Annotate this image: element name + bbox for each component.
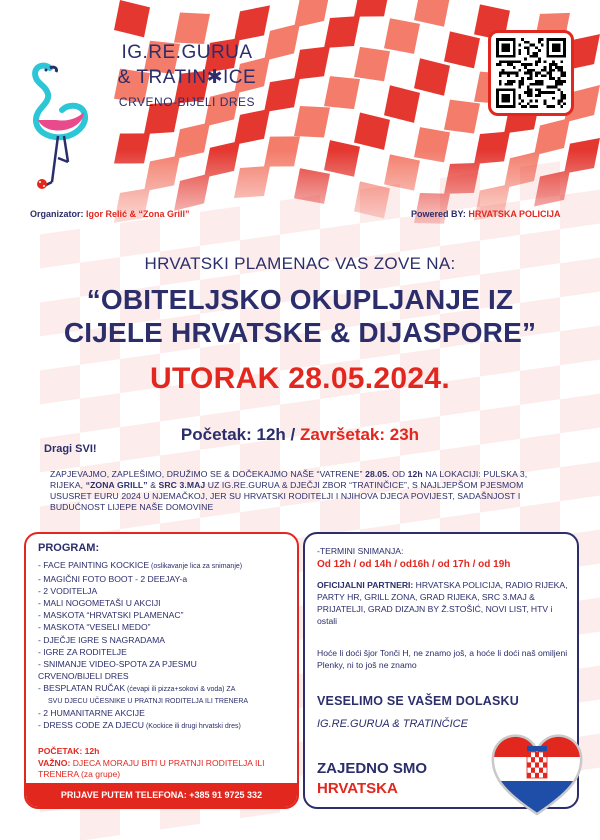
partners-paragraph <box>317 579 572 627</box>
program-item-text: - MALI NOGOMETAŠI U AKCIJI <box>38 598 161 609</box>
flag-check <box>234 5 270 41</box>
organizer-value: Igor Relić & “Zona Grill” <box>86 209 190 219</box>
qr-code[interactable] <box>488 30 574 116</box>
program-item-text: - MAGIČNI FOTO BOOT - 2 DEEJAY-a <box>38 574 188 585</box>
brand-subname: & TRATIN✱ICE <box>117 67 257 88</box>
end-time: Završetak: 23h <box>300 425 420 444</box>
flag-check <box>384 85 420 123</box>
program-item-text: - BESPLATAN RUČAK <box>38 682 126 693</box>
program-item-text: SVU DJECU UČESNIKE U PRATNJI RODITELJA ILI TRENERA <box>48 698 249 706</box>
intro-text-4: & <box>150 480 157 490</box>
program-item-note: (Kockice ili drugi hrvatski dres) <box>144 723 241 731</box>
important-label: VAŽNO: <box>38 758 71 768</box>
program-item <box>38 719 296 733</box>
intro-text-3: NA LOKACIJI: PULSKA 3, RIJEKA, <box>50 469 528 490</box>
event-title <box>20 283 580 349</box>
program-item-text: - MASKOTA “HRVATSKI PLAMENAC” <box>38 610 184 621</box>
partners-label: OFICIJALNI PARTNERI: <box>317 580 414 590</box>
filming-times-label: -TERMINI SNIMANJA: <box>317 546 404 556</box>
croatia-heart-icon <box>487 722 587 822</box>
organizer-label: Organizator: <box>30 209 84 219</box>
greeting: Dragi SVI! <box>44 443 97 455</box>
program-important-note <box>38 758 296 780</box>
powered-by-line <box>411 209 561 219</box>
signup-phone-bar[interactable]: PRIJAVE PUTEM TELEFONA: +385 91 9725 332 <box>26 783 297 807</box>
flamingo-icon <box>28 58 98 198</box>
flag-check <box>174 12 210 43</box>
program-item <box>38 696 296 707</box>
flag-check <box>324 76 360 109</box>
intro-src: SRC 3.MAJ <box>158 480 206 490</box>
intro-text-1: ZAPJEVAJMO, ZAPLEŠIMO, DRUŽIMO SE & DOČEKAJMO NAŠE “VATRENE” <box>50 469 363 479</box>
faint-flag-check <box>520 161 560 201</box>
faint-flag-check <box>280 195 320 235</box>
intro-text-5: UZ IG.RE.GURUA & DJEČJI ZBOR “TRATINČICE”, S NAJLJEPŠOM PJESMOM USUSRET EURU 2024 U NJEMAČKOJ, JER SU HRVATSKI RODITELJI I NJIHOVA DJECA POVIJEST, SADAŠNJOST I BUDUĆNOST LIJEPE NAŠE DOMOVINE <box>50 480 524 512</box>
program-item-text: - DRESS CODE ZA DJECU <box>38 720 145 731</box>
powered-label: Powered BY: <box>411 209 466 219</box>
faint-flag-check <box>120 218 160 258</box>
program-item-text: - MASKOTA “VESELI MEDO” <box>38 622 151 633</box>
faint-flag-check <box>480 201 520 241</box>
program-item <box>38 597 296 609</box>
flag-check <box>114 0 150 37</box>
flag-check <box>444 31 480 68</box>
faint-flag-check <box>200 206 240 246</box>
program-title: PROGRAM: <box>38 542 100 554</box>
program-box <box>24 532 299 809</box>
program-start-time: POČETAK: 12h <box>38 746 100 756</box>
flag-check <box>354 113 390 150</box>
flag-check <box>384 18 420 54</box>
qr-code-icon <box>496 38 566 108</box>
event-title-line-1: “OBITELJSKO OKUPLJANJE IZ <box>86 284 514 315</box>
program-item-text: - DJEČJE IGRE S NAGRADAMA <box>38 634 166 645</box>
program-item-text: - 2 HUMANITARNE AKCIJE <box>38 708 145 719</box>
program-item-text: - FACE PAINTING KOCKICE <box>38 560 150 570</box>
program-list <box>38 559 296 733</box>
event-date: UTORAK 28.05.2024. <box>150 362 450 395</box>
program-item <box>38 559 296 573</box>
intro-date: 28.05. <box>365 469 390 479</box>
program-item <box>38 609 296 621</box>
program-item <box>38 621 296 633</box>
faint-flag-check <box>360 184 400 224</box>
program-item-text: - IGRE ZA RODITELJE <box>38 646 127 657</box>
event-times <box>0 425 600 445</box>
flag-check <box>414 58 450 96</box>
flag-check <box>294 46 330 79</box>
intro-time: 12h <box>407 469 423 479</box>
filming-times: Od 12h / od 14h / od16h / od 17h / od 19h <box>317 559 511 570</box>
program-item <box>38 658 296 670</box>
brand-name: IG.RE.GURUA <box>121 42 253 63</box>
organizer-line <box>30 209 190 219</box>
intro-venue: “ZONA GRILL” <box>85 480 148 490</box>
flag-check <box>444 100 480 134</box>
flag-check <box>414 0 450 27</box>
signature: IG.RE.GURUA & TRATINČICE <box>317 718 468 730</box>
program-item <box>38 707 296 719</box>
start-time: Početak: 12h <box>180 425 286 444</box>
important-text: DJECA MORAJU BITI U PRATNJI RODITELJA ILI TRENERA (za grupe) <box>38 758 265 779</box>
flag-check <box>324 16 360 48</box>
faint-flag-check <box>560 190 600 230</box>
program-item-text: - SNIMANJE VIDEO-SPOTA ZA PJESMU <box>38 658 197 669</box>
program-item <box>38 670 296 682</box>
program-item-note: (oslikavanje lica za snimanje) <box>149 563 243 570</box>
event-title-line-2: CIJELE HRVATSKE & DIJASPORE” <box>63 317 537 348</box>
partners-list: HRVATSKA POLICIJA, RADIO RIJEKA, PARTY HR, GRILL ZONA, GRAD RIJEKA, SRC 3.MAJ & PRIJATELJI, GRAD DIZAJN BY Ž.STOŠIĆ, NOVI LIST, HTV i ostali <box>317 580 568 626</box>
program-item <box>38 646 296 658</box>
flag-check <box>234 109 270 145</box>
intro-paragraph <box>50 469 550 513</box>
flag-check <box>354 0 390 17</box>
program-item <box>38 634 296 646</box>
faint-flag-check <box>440 173 480 213</box>
together-line-1: ZAJEDNO SMO <box>317 760 428 777</box>
program-item <box>38 585 296 597</box>
time-separator: / <box>290 425 296 444</box>
program-item-text: - 2 VODITELJA <box>38 586 98 597</box>
program-item <box>38 573 296 585</box>
program-item-note: (ćevapi ili pizza+sokovi & voda) ZA <box>125 685 236 693</box>
flag-check <box>534 118 570 156</box>
flag-check <box>354 47 390 81</box>
brand-logo-text <box>92 42 282 109</box>
flag-check <box>294 106 330 137</box>
guest-note: Hoće li doći šjor Tonči H, ne znamo još, a hoće li doći naš omiljeni Plenky, ni to još ne znamo <box>317 648 568 670</box>
together-line-2: HRVATSKA <box>317 780 398 797</box>
powered-value: HRVATSKA POLICIJA <box>468 209 561 219</box>
brand-tagline: CRVENO-BIJELI DRES <box>118 95 256 109</box>
program-item <box>38 682 296 696</box>
welcome-heading: VESELIMO SE VAŠEM DOLASKU <box>317 694 520 708</box>
program-item-text: CRVENO/BIJELI DRES <box>38 670 129 681</box>
intro-text-2: OD <box>392 469 406 479</box>
invite-heading: HRVATSKI PLAMENAC VAS ZOVE NA: <box>144 254 456 273</box>
faint-flag-check <box>560 462 600 502</box>
